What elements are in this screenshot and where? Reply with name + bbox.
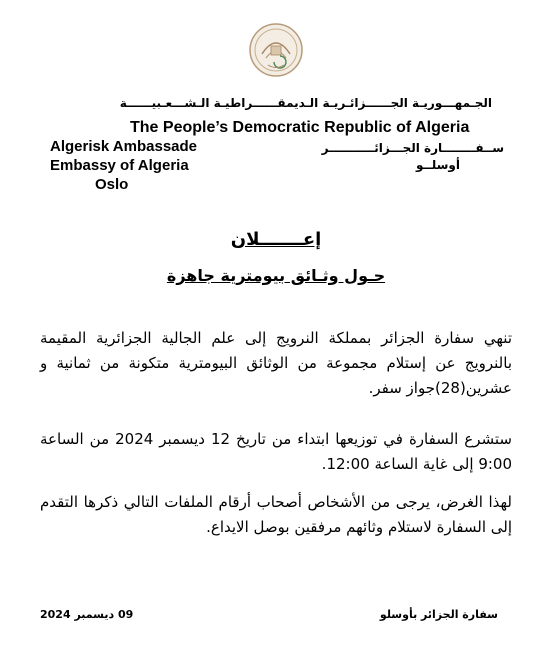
body-paragraph-1: تنهي سفارة الجزائر بمملكة النرويج إلى علم الجالية الجزائرية المقيمة بالنرويج عن إستلام مجموعة من الوثائق البيومترية متكونة من ثمانية و عشرين(28)جواز سفر. (40, 329, 512, 397)
english-republic-heading: The People’s Democratic Republic of Algeria (130, 119, 470, 136)
city-name: Oslo (95, 176, 129, 193)
algeria-emblem-icon (248, 22, 304, 78)
announcement-title-text: إعـــــــلان (230, 229, 322, 250)
arabic-embassy-name: ســفــــــــارة الجـــزائـــــــــــر (321, 141, 504, 155)
body-paragraph-2: ستشرع السفارة في توزيعها ابتداء من تاريخ 12 ديسمبر 2024 من الساعة 9:00 إلى غاية الساعة 12:00. (40, 430, 513, 473)
arabic-republic-heading: الجـمهـــوريـة الجــــــزائـريـة الـديمقــــــراطيـة الـشـــعـبيــــــة (119, 96, 492, 110)
body-paragraph-3: لهذا الغرض، يرجى من الأشخاص أصحاب أرقام الملفات التالي ذكرها التقدم إلى السفارة لاستلام وثائهم مرفقين بوصل الايداع. (40, 493, 512, 536)
announcement-title (0, 229, 552, 250)
footer-signature: سفارة الجزائر بأوسلو (379, 608, 498, 621)
footer-date: 09 ديسمبر 2024 (40, 608, 134, 621)
arabic-city-name: أوسلــو (416, 158, 460, 172)
announcement-subtitle-text: حـول وثـائق بيومترية جاهزة (166, 266, 386, 285)
english-embassy-name: Embassy of Algeria (50, 157, 189, 174)
norwegian-embassy-name: Algerisk Ambassade (50, 138, 198, 155)
announcement-subtitle (0, 266, 552, 285)
